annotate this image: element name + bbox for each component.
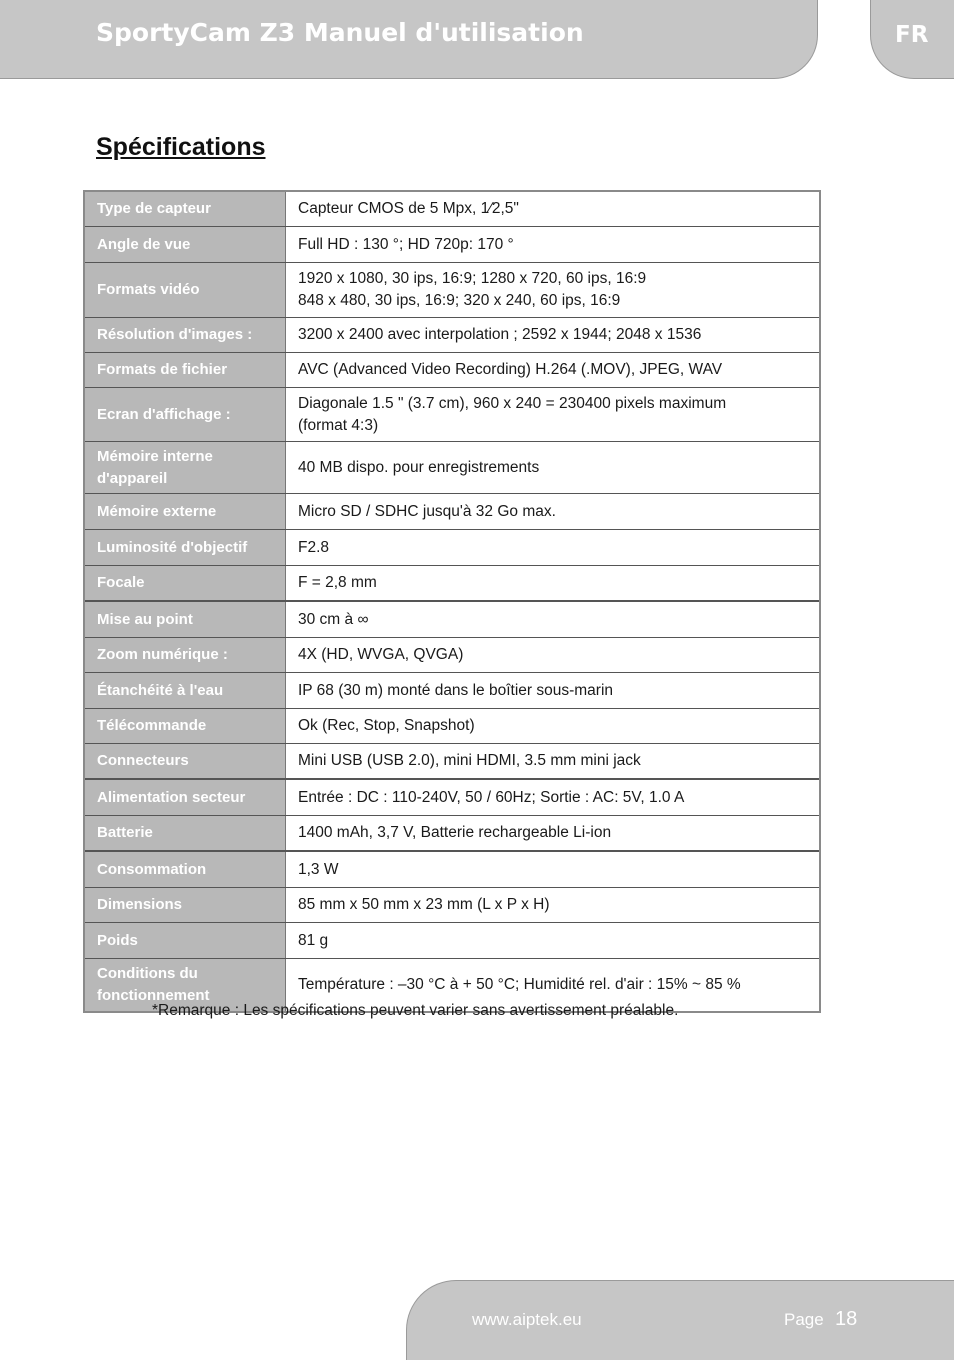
spec-value (285, 816, 819, 850)
spec-value-line: F = 2,8 mm (298, 574, 377, 591)
spec-value-line: Température : –30 °C à + 50 °C; Humidité rel. d'air : 15% ~ 85 % (298, 976, 741, 993)
spec-label: Luminosité d'objectif (85, 530, 285, 565)
spec-row (85, 887, 819, 922)
spec-value-line: 40 MB dispo. pour enregistrements (298, 458, 540, 476)
spec-value-line: Micro SD / SDHC jusqu'à 32 Go max. (298, 502, 556, 520)
spec-value (285, 442, 819, 493)
spec-value-line: 3200 x 2400 avec interpolation ; 2592 x 1944; 2048 x 1536 (298, 326, 702, 343)
spec-value-line: 1400 mAh, 3,7 V, Batterie rechargeable Li-ion (298, 824, 612, 841)
spec-value-line: 81 g (298, 931, 329, 949)
spec-row (85, 815, 819, 850)
spec-value-line: Ok (Rec, Stop, Snapshot) (298, 717, 475, 734)
spec-row (85, 192, 819, 226)
section-title: Spécifications (96, 133, 266, 161)
spec-label: Type de capteur (85, 192, 285, 226)
spec-value (285, 888, 819, 922)
spec-label: Connecteurs (85, 744, 285, 778)
spec-row (85, 262, 819, 317)
spec-row (85, 493, 819, 529)
spec-label: Télécommande (85, 709, 285, 743)
spec-label: Ecran d'affichage : (85, 388, 285, 441)
spec-row (85, 743, 819, 778)
spec-value-line: F2.8 (298, 538, 330, 556)
spec-value (285, 353, 819, 387)
spec-row (85, 672, 819, 708)
spec-label: Mémoire interne d'appareil (85, 442, 285, 493)
spec-label: Alimentation secteur (85, 780, 285, 815)
spec-value-line: IP 68 (30 m) monté dans le boîtier sous-marin (298, 681, 614, 699)
spec-label: Mise au point (85, 602, 285, 637)
footnote: *Remarque : Les spécifications peuvent varier sans avertissement préalable. (152, 1002, 679, 1019)
spec-label: Consommation (85, 852, 285, 887)
spec-value (285, 566, 819, 600)
spec-row (85, 637, 819, 672)
spec-value-line: 85 mm x 50 mm x 23 mm (L x P x H) (298, 896, 550, 913)
spec-value-line: Mini USB (USB 2.0), mini HDMI, 3.5 mm mini jack (298, 752, 641, 769)
spec-label: Poids (85, 923, 285, 958)
spec-row (85, 352, 819, 387)
spec-row (85, 317, 819, 352)
spec-value (285, 638, 819, 672)
specifications-table (83, 190, 821, 1013)
spec-label: Batterie (85, 816, 285, 850)
spec-label: Conditions du fonctionnement (85, 959, 285, 1011)
spec-label: Angle de vue (85, 227, 285, 262)
spec-value-line: 848 x 480, 30 ips, 16:9; 320 x 240, 60 ips, 16:9 (298, 292, 621, 309)
spec-row (85, 850, 819, 887)
spec-value (285, 673, 819, 708)
spec-row (85, 441, 819, 493)
spec-value-line: 4X (HD, WVGA, QVGA) (298, 646, 464, 663)
spec-label: Résolution d'images : (85, 318, 285, 352)
spec-label: Formats vidéo (85, 263, 285, 317)
spec-value (285, 852, 819, 887)
spec-value (285, 709, 819, 743)
spec-value-line: Entrée : DC : 110-240V, 50 / 60Hz; Sortie : AC: 5V, 1.0 A (298, 788, 685, 806)
spec-row (85, 600, 819, 637)
spec-value (285, 227, 819, 262)
spec-value-line: Diagonale 1.5 " (3.7 cm), 960 x 240 = 230400 pixels maximum (298, 394, 727, 412)
footer-page-label: Page (784, 1310, 824, 1329)
spec-label: Zoom numérique : (85, 638, 285, 672)
spec-label: Dimensions (85, 888, 285, 922)
spec-label: Mémoire externe (85, 494, 285, 529)
spec-value-line: 1,3 W (298, 860, 339, 878)
spec-value (285, 388, 819, 441)
spec-value (285, 530, 819, 565)
spec-value-line: 1920 x 1080, 30 ips, 16:9; 1280 x 720, 60 ips, 16:9 (298, 270, 647, 287)
spec-value-line: AVC (Advanced Video Recording) H.264 (.MOV), JPEG, WAV (298, 361, 723, 378)
spec-label: Focale (85, 566, 285, 600)
spec-row (85, 922, 819, 958)
spec-value (285, 318, 819, 352)
spec-label: Formats de fichier (85, 353, 285, 387)
spec-value (285, 744, 819, 778)
spec-row (85, 529, 819, 565)
spec-value-line: (format 4:3) (298, 416, 379, 434)
spec-row (85, 778, 819, 815)
spec-value (285, 263, 819, 317)
spec-value (285, 602, 819, 637)
language-code: FR (895, 22, 929, 48)
spec-value-line: Full HD : 130 °; HD 720p: 170 ° (298, 235, 514, 253)
footer-page-number: 18 (835, 1308, 858, 1330)
spec-label: Étanchéité à l'eau (85, 673, 285, 708)
footer-url[interactable]: www.aiptek.eu (472, 1310, 582, 1329)
spec-row (85, 708, 819, 743)
spec-value-line: 30 cm à ∞ (298, 610, 369, 628)
spec-row (85, 387, 819, 441)
document-title: SportyCam Z3 Manuel d'utilisation (96, 18, 584, 47)
spec-value-line: Capteur CMOS de 5 Mpx, 1⁄2,5" (298, 200, 519, 217)
spec-value (285, 192, 819, 226)
spec-row (85, 226, 819, 262)
spec-value (285, 494, 819, 529)
spec-value (285, 923, 819, 958)
spec-value (285, 780, 819, 815)
spec-row (85, 565, 819, 600)
